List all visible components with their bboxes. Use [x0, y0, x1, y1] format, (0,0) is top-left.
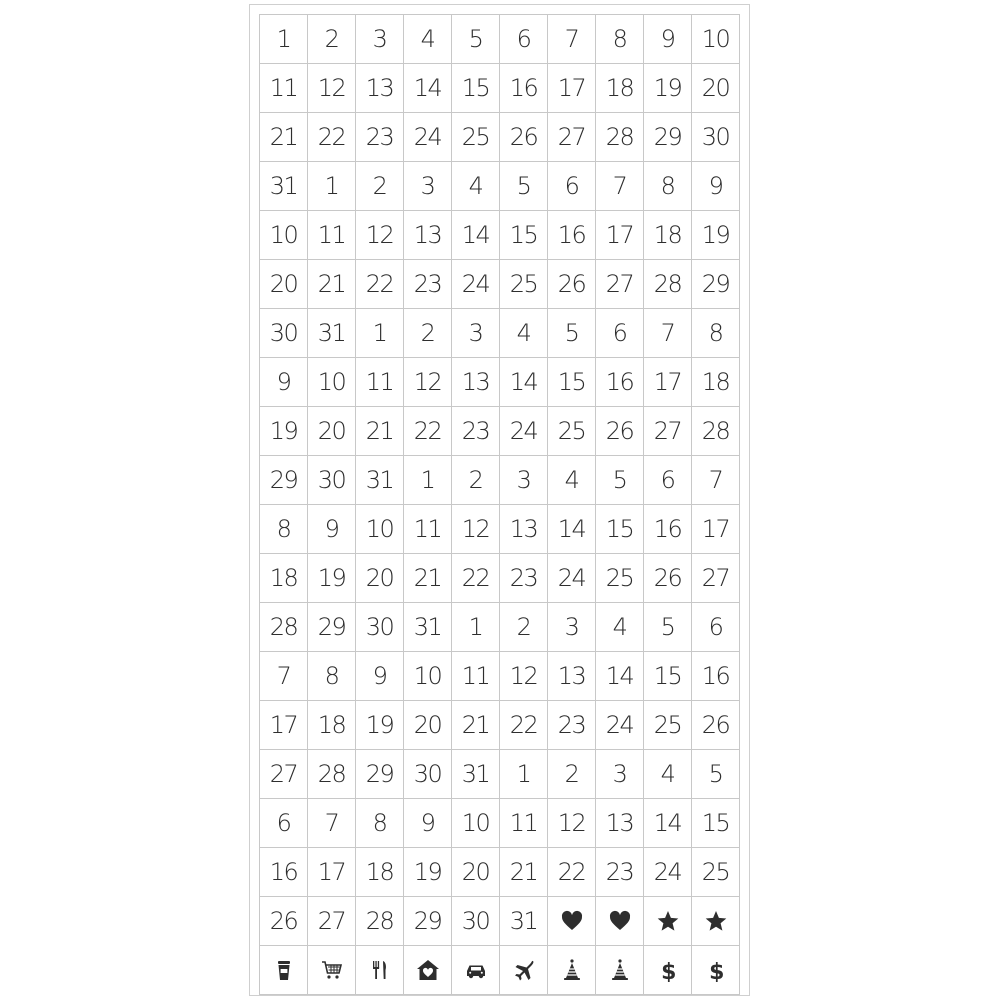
day-number-sticker: 8 [692, 309, 740, 358]
day-number-sticker: 23 [548, 701, 596, 750]
day-number-sticker: 27 [308, 897, 356, 946]
shopping-cart-icon [308, 946, 356, 995]
day-number-sticker: 24 [596, 701, 644, 750]
day-number-sticker: 13 [596, 799, 644, 848]
day-number-sticker: 5 [692, 750, 740, 799]
day-number-sticker: 30 [452, 897, 500, 946]
day-number-sticker: 24 [500, 407, 548, 456]
day-number-sticker: 17 [596, 211, 644, 260]
day-number-sticker: 17 [260, 701, 308, 750]
day-number-sticker: 22 [404, 407, 452, 456]
day-number-sticker: 30 [356, 603, 404, 652]
day-number-sticker: 12 [452, 505, 500, 554]
day-number-sticker: 8 [260, 505, 308, 554]
day-number-sticker: 26 [260, 897, 308, 946]
day-number-sticker: 6 [644, 456, 692, 505]
day-number-sticker: 21 [404, 554, 452, 603]
day-number-sticker: 22 [548, 848, 596, 897]
day-number-sticker: 9 [644, 15, 692, 64]
day-number-sticker: 12 [308, 64, 356, 113]
heart-icon [548, 897, 596, 946]
day-number-sticker: 14 [548, 505, 596, 554]
day-number-sticker: 15 [452, 64, 500, 113]
day-number-sticker: 28 [356, 897, 404, 946]
day-number-sticker: 27 [644, 407, 692, 456]
day-number-sticker: 21 [356, 407, 404, 456]
day-number-sticker: 5 [644, 603, 692, 652]
dollar-icon [692, 946, 740, 995]
day-number-sticker: 21 [452, 701, 500, 750]
day-number-sticker: 13 [452, 358, 500, 407]
day-number-sticker: 29 [308, 603, 356, 652]
day-number-sticker: 3 [548, 603, 596, 652]
day-number-sticker: 27 [596, 260, 644, 309]
day-number-sticker: 7 [548, 15, 596, 64]
day-number-sticker: 15 [692, 799, 740, 848]
star-icon [692, 897, 740, 946]
day-number-sticker: 12 [356, 211, 404, 260]
day-number-sticker: 15 [500, 211, 548, 260]
day-number-sticker: 16 [260, 848, 308, 897]
day-number-sticker: 18 [644, 211, 692, 260]
day-number-sticker: 2 [356, 162, 404, 211]
day-number-sticker: 4 [596, 603, 644, 652]
day-number-sticker: 29 [404, 897, 452, 946]
coffee-cup-icon [260, 946, 308, 995]
day-number-sticker: 22 [500, 701, 548, 750]
day-number-sticker: 28 [692, 407, 740, 456]
day-number-sticker: 20 [260, 260, 308, 309]
day-number-sticker: 31 [500, 897, 548, 946]
day-number-sticker: 2 [500, 603, 548, 652]
day-number-sticker: 18 [308, 701, 356, 750]
day-number-sticker: 9 [692, 162, 740, 211]
day-number-sticker: 11 [260, 64, 308, 113]
day-number-sticker: 8 [644, 162, 692, 211]
day-number-sticker: 28 [260, 603, 308, 652]
day-number-sticker: 20 [404, 701, 452, 750]
day-number-sticker: 18 [596, 64, 644, 113]
day-number-sticker: 23 [404, 260, 452, 309]
airplane-icon [500, 946, 548, 995]
day-number-sticker: 16 [596, 358, 644, 407]
day-number-sticker: 27 [548, 113, 596, 162]
day-number-sticker: 30 [692, 113, 740, 162]
day-number-sticker: 1 [356, 309, 404, 358]
dollar-icon [644, 946, 692, 995]
day-number-sticker: 19 [356, 701, 404, 750]
day-number-sticker: 26 [692, 701, 740, 750]
day-number-sticker: 7 [260, 652, 308, 701]
day-number-sticker: 14 [500, 358, 548, 407]
day-number-sticker: 25 [500, 260, 548, 309]
day-number-sticker: 7 [308, 799, 356, 848]
day-number-sticker: 5 [596, 456, 644, 505]
day-number-sticker: 19 [260, 407, 308, 456]
day-number-sticker: 9 [356, 652, 404, 701]
party-hat-icon [548, 946, 596, 995]
day-number-sticker: 8 [308, 652, 356, 701]
day-number-sticker: 6 [692, 603, 740, 652]
day-number-sticker: 29 [644, 113, 692, 162]
day-number-sticker: 17 [548, 64, 596, 113]
day-number-sticker: 6 [500, 15, 548, 64]
day-number-sticker: 18 [692, 358, 740, 407]
day-number-sticker: 2 [404, 309, 452, 358]
day-number-sticker: 4 [452, 162, 500, 211]
day-number-sticker: 4 [404, 15, 452, 64]
day-number-sticker: 24 [548, 554, 596, 603]
day-number-sticker: 9 [260, 358, 308, 407]
car-icon [452, 946, 500, 995]
day-number-sticker: 10 [308, 358, 356, 407]
day-number-sticker: 25 [596, 554, 644, 603]
day-number-sticker: 11 [500, 799, 548, 848]
day-number-sticker: 29 [260, 456, 308, 505]
day-number-sticker: 27 [692, 554, 740, 603]
day-number-sticker: 5 [548, 309, 596, 358]
heart-icon [596, 897, 644, 946]
day-number-sticker: 4 [644, 750, 692, 799]
day-number-sticker: 22 [308, 113, 356, 162]
day-number-sticker: 16 [692, 652, 740, 701]
day-number-sticker: 6 [260, 799, 308, 848]
day-number-sticker: 19 [692, 211, 740, 260]
day-number-sticker: 10 [692, 15, 740, 64]
day-number-sticker: 17 [308, 848, 356, 897]
day-number-sticker: 9 [404, 799, 452, 848]
day-number-sticker: 6 [596, 309, 644, 358]
day-number-sticker: 2 [308, 15, 356, 64]
day-number-sticker: 31 [452, 750, 500, 799]
day-number-sticker: 10 [260, 211, 308, 260]
day-number-sticker: 5 [452, 15, 500, 64]
day-number-sticker: 13 [356, 64, 404, 113]
day-number-sticker: 29 [356, 750, 404, 799]
day-number-sticker: 31 [308, 309, 356, 358]
day-number-sticker: 14 [644, 799, 692, 848]
day-number-sticker: 7 [644, 309, 692, 358]
day-number-sticker: 3 [404, 162, 452, 211]
day-number-sticker: 19 [404, 848, 452, 897]
day-number-sticker: 26 [500, 113, 548, 162]
day-number-sticker: 18 [356, 848, 404, 897]
day-number-sticker: 3 [500, 456, 548, 505]
day-number-sticker: 2 [548, 750, 596, 799]
fork-knife-icon [356, 946, 404, 995]
day-number-sticker: 31 [260, 162, 308, 211]
day-number-sticker: 15 [644, 652, 692, 701]
day-number-sticker: 16 [644, 505, 692, 554]
day-number-sticker: 1 [404, 456, 452, 505]
day-number-sticker: 26 [548, 260, 596, 309]
day-number-sticker: 26 [596, 407, 644, 456]
day-number-sticker: 27 [260, 750, 308, 799]
svg-text:$: $ [660, 960, 675, 982]
day-number-sticker: 11 [308, 211, 356, 260]
day-number-sticker: 29 [692, 260, 740, 309]
day-number-sticker: 7 [692, 456, 740, 505]
day-number-sticker: 1 [260, 15, 308, 64]
day-number-sticker: 25 [548, 407, 596, 456]
day-number-sticker: 7 [596, 162, 644, 211]
day-number-sticker: 16 [548, 211, 596, 260]
day-number-sticker: 15 [596, 505, 644, 554]
day-number-sticker: 11 [452, 652, 500, 701]
day-number-sticker: 20 [356, 554, 404, 603]
day-number-sticker: 4 [500, 309, 548, 358]
day-number-sticker: 30 [404, 750, 452, 799]
day-number-sticker: 30 [260, 309, 308, 358]
day-number-sticker: 4 [548, 456, 596, 505]
day-number-sticker: 3 [452, 309, 500, 358]
day-number-sticker: 24 [404, 113, 452, 162]
day-number-sticker: 3 [356, 15, 404, 64]
day-number-sticker: 24 [452, 260, 500, 309]
day-number-sticker: 1 [500, 750, 548, 799]
day-number-sticker: 22 [452, 554, 500, 603]
day-number-sticker: 17 [644, 358, 692, 407]
day-number-sticker: 8 [596, 15, 644, 64]
day-number-sticker: 11 [356, 358, 404, 407]
day-number-sticker: 13 [548, 652, 596, 701]
day-number-sticker: 28 [308, 750, 356, 799]
day-number-sticker: 21 [500, 848, 548, 897]
day-number-sticker: 24 [644, 848, 692, 897]
day-number-sticker: 22 [356, 260, 404, 309]
day-number-sticker: 12 [548, 799, 596, 848]
day-number-sticker: 14 [452, 211, 500, 260]
day-number-sticker: 13 [404, 211, 452, 260]
day-number-sticker: 20 [308, 407, 356, 456]
day-number-sticker: 28 [644, 260, 692, 309]
day-number-sticker: 5 [500, 162, 548, 211]
day-number-sticker: 25 [644, 701, 692, 750]
party-hat-icon [596, 946, 644, 995]
day-number-sticker: 21 [260, 113, 308, 162]
day-number-sticker: 15 [548, 358, 596, 407]
day-number-sticker: 23 [356, 113, 404, 162]
day-number-sticker: 16 [500, 64, 548, 113]
day-number-sticker: 26 [644, 554, 692, 603]
day-number-sticker: 12 [404, 358, 452, 407]
svg-text:$: $ [708, 960, 723, 982]
day-number-sticker: 9 [308, 505, 356, 554]
day-number-sticker: 14 [404, 64, 452, 113]
day-number-sticker: 30 [308, 456, 356, 505]
day-number-sticker: 21 [308, 260, 356, 309]
day-number-sticker: 11 [404, 505, 452, 554]
star-icon [644, 897, 692, 946]
day-number-sticker: 3 [596, 750, 644, 799]
day-number-sticker: 1 [308, 162, 356, 211]
day-number-sticker: 13 [500, 505, 548, 554]
day-number-sticker: 6 [548, 162, 596, 211]
house-heart-icon [404, 946, 452, 995]
day-number-sticker: 14 [596, 652, 644, 701]
day-number-sticker: 10 [356, 505, 404, 554]
day-number-sticker: 17 [692, 505, 740, 554]
day-number-sticker: 10 [404, 652, 452, 701]
day-number-sticker: 23 [452, 407, 500, 456]
day-number-sticker: 10 [452, 799, 500, 848]
day-number-sticker: 23 [500, 554, 548, 603]
day-number-sticker: 20 [452, 848, 500, 897]
calendar-number-grid [259, 14, 740, 995]
day-number-sticker: 19 [308, 554, 356, 603]
day-number-sticker: 18 [260, 554, 308, 603]
day-number-sticker: 28 [596, 113, 644, 162]
day-number-sticker: 23 [596, 848, 644, 897]
day-number-sticker: 12 [500, 652, 548, 701]
day-number-sticker: 31 [404, 603, 452, 652]
day-number-sticker: 1 [452, 603, 500, 652]
day-number-sticker: 31 [356, 456, 404, 505]
day-number-sticker: 2 [452, 456, 500, 505]
day-number-sticker: 20 [692, 64, 740, 113]
day-number-sticker: 25 [692, 848, 740, 897]
day-number-sticker: 8 [356, 799, 404, 848]
day-number-sticker: 25 [452, 113, 500, 162]
day-number-sticker: 19 [644, 64, 692, 113]
